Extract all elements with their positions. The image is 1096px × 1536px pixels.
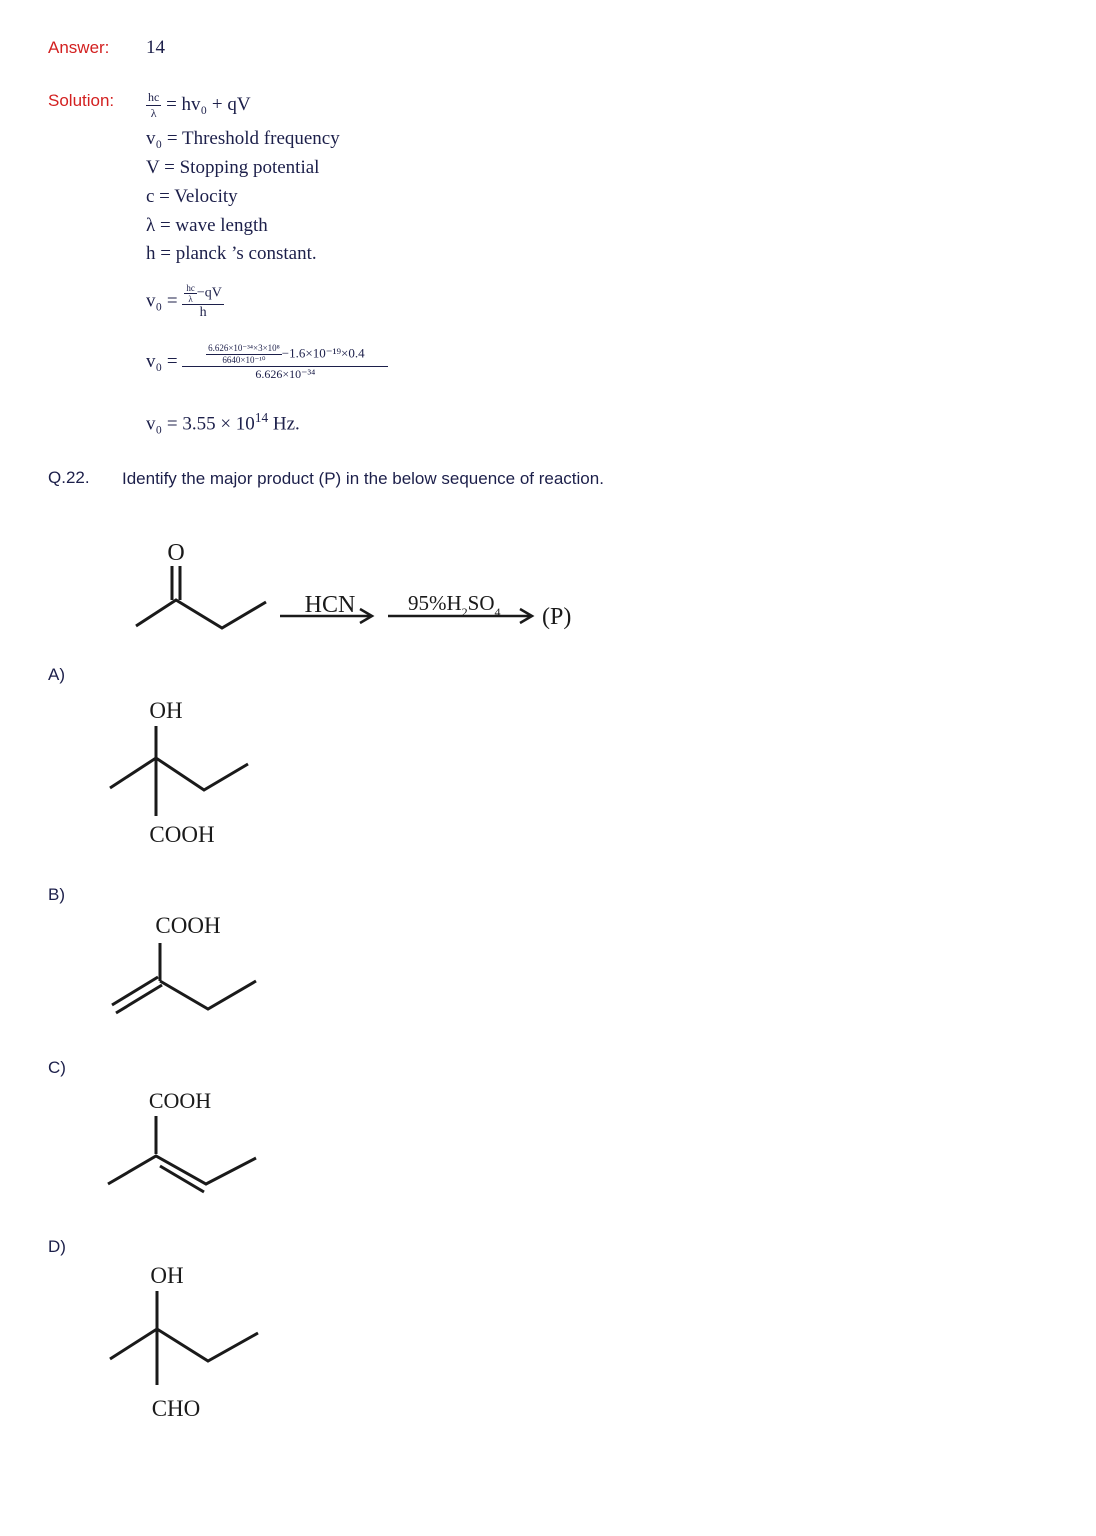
equation-threshold-formula: v₀ = $\frac{hc}{\lambda}$ −qV h: [146, 283, 222, 320]
definition-line: h = planck ’s constant.: [146, 243, 317, 264]
question-text: Identify the major product (P) in the below sequence of reaction.: [122, 469, 604, 488]
carbon-chain: [110, 1329, 258, 1361]
equation-energy: [146, 90, 251, 121]
carboxyl-group-label: COOH: [149, 822, 215, 847]
fraction-hc-lambda-small: $\frac{hc}{\lambda}$: [186, 283, 195, 304]
option-c-structure[interactable]: [100, 1080, 280, 1195]
reagent-sulfuric-acid: $95\%H_2SO_4$: [408, 591, 501, 619]
definition-line: v₀ = Threshold frequency: [146, 128, 340, 149]
carboxyl-group-label: COOH: [155, 913, 221, 938]
fraction-energy-term: $\frac{\text{6.626×10⁻³⁴×3×10⁸}}{\text{6640×10⁻¹⁰}}$: [208, 343, 280, 365]
result-line: $v_0 = 3.55 \times 10^{14}$ Hz.: [146, 410, 300, 435]
equation-energy-rhs: = hv₀ + qV: [166, 93, 251, 115]
hydroxyl-group-label: OH: [150, 1263, 184, 1288]
answer-label: Answer:: [48, 38, 110, 57]
option-a-structure[interactable]: [100, 690, 280, 855]
equation-threshold-numeric: v₀ = $\frac{\text{6.626×10⁻³⁴×3×10⁸}}{\text{6640×10⁻¹⁰}}$ −1.6×10⁻¹⁹×0.4 6.626×10⁻³⁴: [146, 343, 388, 382]
option-b-structure[interactable]: [100, 905, 280, 1015]
fraction-hc-lambda: $\frac{hc}{\lambda}$: [148, 90, 160, 120]
product-label: (P): [542, 604, 572, 630]
option-label-d[interactable]: D): [48, 1237, 66, 1256]
option-label-c[interactable]: C): [48, 1058, 66, 1077]
reactant-oxygen-label: O: [167, 540, 185, 566]
carboxyl-group-label: COOH: [148, 1088, 212, 1113]
solution-label: Solution:: [48, 91, 115, 110]
reagent-hcn: HCN: [304, 592, 356, 618]
question-number: Q.22.: [48, 468, 90, 487]
option-label-a[interactable]: A): [48, 665, 65, 684]
answer-value: 14: [146, 37, 165, 58]
reactant-skeleton: [136, 600, 266, 628]
carbon-chain: [110, 758, 248, 790]
option-label-b[interactable]: B): [48, 885, 65, 904]
fraction-threshold: $\frac{hc}{\lambda}$ −qV h: [182, 283, 224, 321]
reaction-scheme: [120, 530, 600, 640]
carbon-chain: [160, 981, 256, 1009]
definition-line: λ = wave length: [146, 215, 268, 236]
definition-line: V = Stopping potential: [146, 157, 320, 178]
aldehyde-group-label: CHO: [151, 1396, 201, 1421]
option-d-structure[interactable]: [100, 1255, 280, 1425]
definition-line: c = Velocity: [146, 186, 238, 207]
fraction-numeric: $\frac{\text{6.626×10⁻³⁴×3×10⁸}}{\text{6640×10⁻¹⁰}}$ −1.6×10⁻¹⁹×0.4 6.626×10⁻³⁴: [182, 343, 388, 382]
hydroxyl-group-label: OH: [149, 698, 183, 723]
